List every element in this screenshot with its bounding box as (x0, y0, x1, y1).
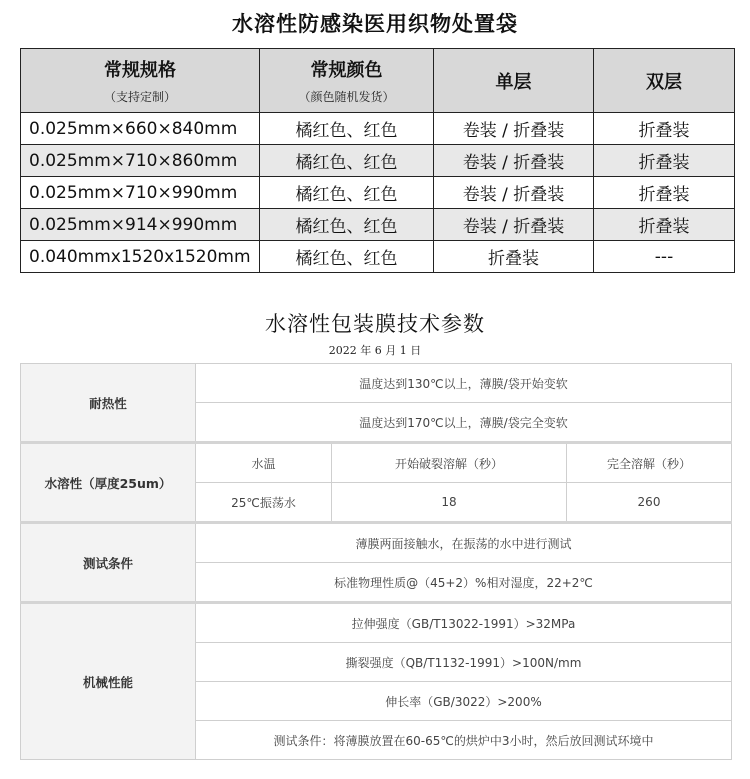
solubility-header-start: 开始破裂溶解（秒） (332, 443, 567, 483)
solubility-header-row (21, 443, 732, 483)
heat-value: 温度达到130℃以上，薄膜/袋开始变软 (196, 364, 732, 403)
header-size-sub: （支持定制） (103, 90, 176, 104)
row-size: 0.025mm×660×840mm (21, 113, 260, 145)
table-row (21, 241, 735, 273)
solubility-header-complete: 完全溶解（秒） (567, 443, 732, 483)
heat-row (21, 364, 732, 403)
row-size: 0.025mm×710×860mm (21, 145, 260, 177)
row-single: 卷装 / 折叠装 (434, 145, 594, 177)
mechanical-value: 撕裂强度（QB/T1132-1991）>100N/mm (196, 643, 732, 682)
mechanical-label: 机械性能 (21, 603, 196, 760)
row-color: 橘红色、红色 (260, 145, 434, 177)
solubility-header-water-temp: 水温 (196, 443, 332, 483)
header-color-sub: （颜色随机发货） (298, 90, 395, 104)
row-double: 折叠装 (594, 113, 735, 145)
row-double: 折叠装 (594, 209, 735, 241)
row-single: 卷装 / 折叠装 (434, 113, 594, 145)
mechanical-value: 测试条件：将薄膜放置在60-65℃的烘炉中3小时，然后放回测试环境中 (196, 721, 732, 760)
row-double: 折叠装 (594, 145, 735, 177)
row-double: 折叠装 (594, 177, 735, 209)
row-double: --- (594, 241, 735, 273)
mechanical-value: 伸长率（GB/3022）>200% (196, 682, 732, 721)
table-row (21, 113, 735, 145)
tech-table-title: 水溶性包装膜技术参数 (265, 312, 485, 336)
row-size: 0.040mmx1520x1520mm (21, 241, 260, 273)
tech-table (20, 363, 732, 760)
header-size (21, 49, 260, 113)
heat-label: 耐热性 (21, 364, 196, 443)
test-row (21, 523, 732, 563)
tech-table-date: 2022 年 6 月 1 日 (328, 344, 422, 357)
row-single: 卷装 / 折叠装 (434, 209, 594, 241)
mechanical-value: 拉伸强度（GB/T13022-1991）>32MPa (196, 603, 732, 643)
test-value: 薄膜两面接触水，在振荡的水中进行测试 (196, 523, 732, 563)
row-size: 0.025mm×710×990mm (21, 177, 260, 209)
row-single: 折叠装 (434, 241, 594, 273)
row-color: 橘红色、红色 (260, 113, 434, 145)
solubility-complete-seconds: 260 (567, 483, 732, 523)
spec-header-row (21, 49, 735, 113)
row-color: 橘红色、红色 (260, 177, 434, 209)
header-color-label: 常规颜色 (310, 60, 383, 81)
spec-table (20, 48, 735, 273)
mechanical-row (21, 603, 732, 643)
heat-value: 温度达到170℃以上，薄膜/袋完全变软 (196, 403, 732, 443)
row-single: 卷装 / 折叠装 (434, 177, 594, 209)
table-row (21, 209, 735, 241)
header-single: 单层 (434, 49, 594, 113)
row-color: 橘红色、红色 (260, 241, 434, 273)
row-color: 橘红色、红色 (260, 209, 434, 241)
solubility-start-seconds: 18 (332, 483, 567, 523)
test-label: 测试条件 (21, 523, 196, 603)
solubility-label: 水溶性（厚度25um） (21, 443, 196, 523)
table-row (21, 177, 735, 209)
spec-table-title: 水溶性防感染医用织物处置袋 (232, 12, 518, 36)
table-row (21, 145, 735, 177)
test-value: 标准物理性质@（45+2）%相对湿度，22+2℃ (196, 563, 732, 603)
header-color (260, 49, 434, 113)
header-size-label: 常规规格 (104, 60, 176, 81)
header-double: 双层 (594, 49, 735, 113)
row-size: 0.025mm×914×990mm (21, 209, 260, 241)
solubility-water-temp: 25℃振荡水 (196, 483, 332, 523)
